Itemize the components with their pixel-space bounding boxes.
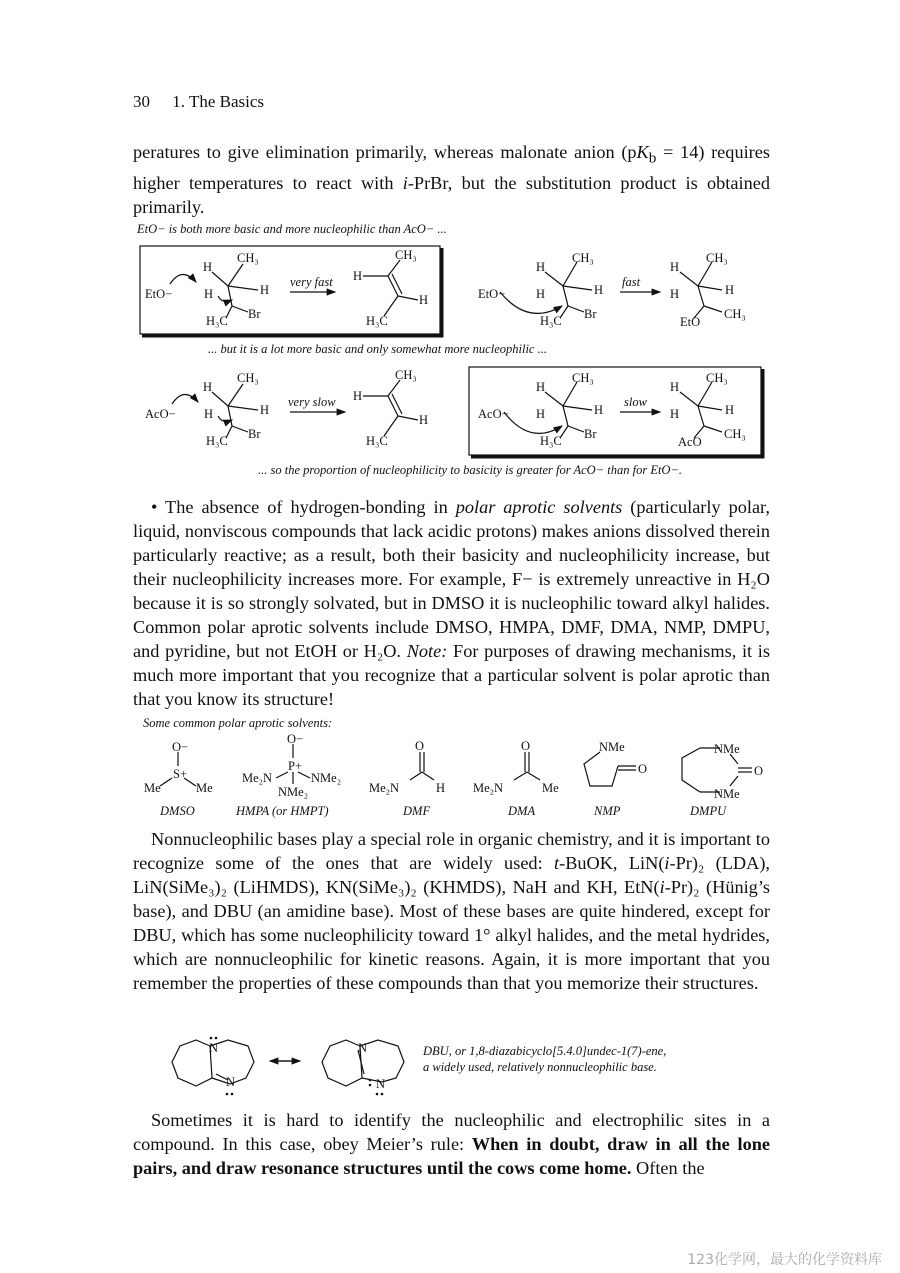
svg-text:H: H (670, 287, 680, 301)
svg-text:very fast: very fast (290, 275, 333, 289)
svg-text:O: O (638, 762, 648, 776)
svg-text:NMe₂: NMe₂ (311, 771, 342, 785)
svg-text:Me: Me (196, 781, 213, 795)
solvent-name-dmpu: DMPU (690, 804, 727, 818)
dbu-caption-line2: a widely used, relatively nonnucleophilic base. (423, 1060, 657, 1074)
svg-text:CH₃: CH₃ (572, 251, 594, 265)
watermark: 123化学网，最大的化学资料库 (687, 1252, 882, 1268)
svg-text:H: H (204, 287, 214, 301)
svg-text:H₃C: H₃C (366, 434, 388, 448)
solvent-name-dmso: DMSO (160, 804, 195, 818)
svg-text:N: N (209, 1041, 219, 1055)
solvent-name-hmpa: HMPA (or HMPT) (236, 804, 329, 818)
svg-text:O−: O− (172, 740, 189, 754)
svg-text:H: H (419, 293, 429, 307)
svg-text:H: H (725, 403, 735, 417)
svg-text:Br: Br (248, 307, 261, 321)
svg-text:CH₃: CH₃ (237, 371, 259, 385)
svg-text:H: H (594, 403, 604, 417)
paragraph-2: • The absence of hydrogen-bonding in polar aprotic solvents (particularly polar, liquid, nonviscous compounds that lack acidic protons) makes anions dissolved therein particularly reactive; as a result, both their basicity and nucleophilicity increase, but their nucleophilicity increases more. For example, F− is extremely unreactive in H₂O because it is so strongly solvated, but in DMSO it is nucleophilic toward alkyl halides. Common polar aprotic solvents include DMSO, HMPA, DMF, DMA, NMP, DMPU, and pyridine, but not EtOH or H₂O. Note: For purposes of drawing mechanisms, it is much more important that you recognize that a particular solvent is polar aprotic than that you know its structure! (133, 497, 771, 709)
svg-text:H: H (436, 781, 446, 795)
svg-text:fast: fast (622, 275, 641, 289)
svg-text:O: O (754, 764, 764, 778)
svg-text:P+: P+ (288, 759, 303, 773)
svg-text:H: H (536, 380, 546, 394)
svg-text:CH₃: CH₃ (724, 307, 746, 321)
panel-eto-elimination (145, 248, 428, 328)
svg-text:H₃C: H₃C (206, 434, 228, 448)
scheme-caption-mid: ... but it is a lot more basic and only somewhat more nucleophilic ... (208, 342, 547, 356)
svg-text:H: H (670, 260, 680, 274)
paragraph-3: Nonnucleophilic bases play a special role in organic chemistry, and it is important to recognize some of the ones that are widely used: t-BuOK, LiN(i-Pr)₂ (LDA), LiN(SiMe₃)₂ (LiHMDS), KN(SiMe₃)₂ (KHMDS), NaH and KH, EtN(i-Pr)₂ (Hünig’s base), and DBU (an amidine base). Most of these bases are quite hindered, except for DBU, which has some nucleophilicity toward 1° alkyl halides, and the metal hydrides, which are nonnucleophilic for kinetic reasons. Again, it is more important that you remember the properties of these compounds than that you memorize their structures. (133, 829, 771, 993)
svg-text:H: H (353, 389, 363, 403)
svg-text:Br: Br (248, 427, 261, 441)
svg-text:CH₃: CH₃ (706, 251, 728, 265)
solvent-name-dmf: DMF (403, 804, 431, 818)
svg-text:CH₃: CH₃ (395, 248, 417, 262)
running-title: 1. The Basics (172, 92, 265, 111)
svg-text:H: H (594, 283, 604, 297)
paragraph-4: Sometimes it is hard to identify the nucleophilic and electrophilic sites in a compound. In this case, obey Meier’s rule: When in doubt, draw in all the lone pairs, and draw resonance structures until the cows come home. Often the (133, 1110, 770, 1178)
svg-text:CH₃: CH₃ (395, 368, 417, 382)
svg-text:H: H (725, 283, 735, 297)
svg-text:H: H (203, 260, 213, 274)
svg-text:O−: O− (287, 732, 304, 746)
scheme-caption-top: EtO− is both more basic and more nucleophilic than AcO− ... (137, 222, 447, 236)
solvent-structures (144, 732, 763, 818)
svg-text:CH₃: CH₃ (724, 427, 746, 441)
svg-text:H: H (353, 269, 363, 283)
svg-text:H: H (670, 380, 680, 394)
svg-text:AcO: AcO (678, 435, 702, 449)
svg-text:H: H (536, 260, 546, 274)
svg-text:H₃C: H₃C (206, 314, 228, 328)
solvents-caption: Some common polar aprotic solvents: (143, 716, 333, 730)
svg-text:H: H (536, 407, 546, 421)
solvent-name-dma: DMA (508, 804, 536, 818)
svg-text:H₃C: H₃C (540, 314, 562, 328)
svg-text:Br: Br (584, 307, 597, 321)
svg-text:Me: Me (144, 781, 161, 795)
svg-text:H: H (260, 283, 270, 297)
svg-text:NMe: NMe (714, 787, 740, 801)
svg-text:S+: S+ (173, 767, 188, 781)
svg-text:H: H (536, 287, 546, 301)
svg-text:H: H (419, 413, 429, 427)
svg-text:N: N (376, 1077, 386, 1091)
svg-text:H: H (203, 380, 213, 394)
svg-text:H: H (670, 407, 680, 421)
panel-aco-elimination (145, 368, 428, 448)
svg-text:Me: Me (542, 781, 559, 795)
page-number: 30 (133, 92, 150, 111)
svg-text:H₃C: H₃C (366, 314, 388, 328)
solvent-name-nmp: NMP (594, 804, 621, 818)
svg-text:Me₂N: Me₂N (369, 781, 400, 795)
svg-text:EtO: EtO (680, 315, 701, 329)
svg-text:CH₃: CH₃ (237, 251, 259, 265)
dbu-structures (172, 1037, 404, 1096)
svg-text:NMe: NMe (599, 740, 625, 754)
svg-text:very slow: very slow (288, 395, 336, 409)
svg-text:Me₂N: Me₂N (242, 771, 273, 785)
svg-text:O: O (415, 739, 425, 753)
scheme-caption-bottom: ... so the proportion of nucleophilicity to basicity is greater for AcO− than for EtO−. (258, 463, 683, 477)
panel-eto-substitution (478, 251, 746, 329)
svg-text:CH₃: CH₃ (572, 371, 594, 385)
svg-text:NMe₂: NMe₂ (278, 785, 309, 799)
svg-text:EtO−: EtO− (145, 287, 173, 301)
svg-text:N: N (226, 1075, 236, 1089)
svg-text:N: N (358, 1041, 368, 1055)
svg-text:AcO−: AcO− (478, 407, 509, 421)
svg-text:H₃C: H₃C (540, 434, 562, 448)
panel-aco-substitution (478, 371, 746, 449)
svg-text:O: O (521, 739, 531, 753)
svg-text:CH₃: CH₃ (706, 371, 728, 385)
svg-text:AcO−: AcO− (145, 407, 176, 421)
svg-text:Br: Br (584, 427, 597, 441)
paragraph-1: peratures to give elimination primarily, whereas malonate anion $(pK_b = 14)$ requires higher temperatures to react with i-PrBr, but the substitution product is obtained primarily. (133, 142, 770, 217)
dbu-caption-line1: DBU, or 1,8-diazabicyclo[5.4.0]undec-1(7)-ene, (423, 1044, 667, 1058)
svg-text:H: H (204, 407, 214, 421)
svg-text:EtO−: EtO− (478, 287, 506, 301)
svg-text:Me₂N: Me₂N (473, 781, 504, 795)
svg-text:NMe: NMe (714, 742, 740, 756)
svg-text:H: H (260, 403, 270, 417)
svg-text:slow: slow (624, 395, 647, 409)
